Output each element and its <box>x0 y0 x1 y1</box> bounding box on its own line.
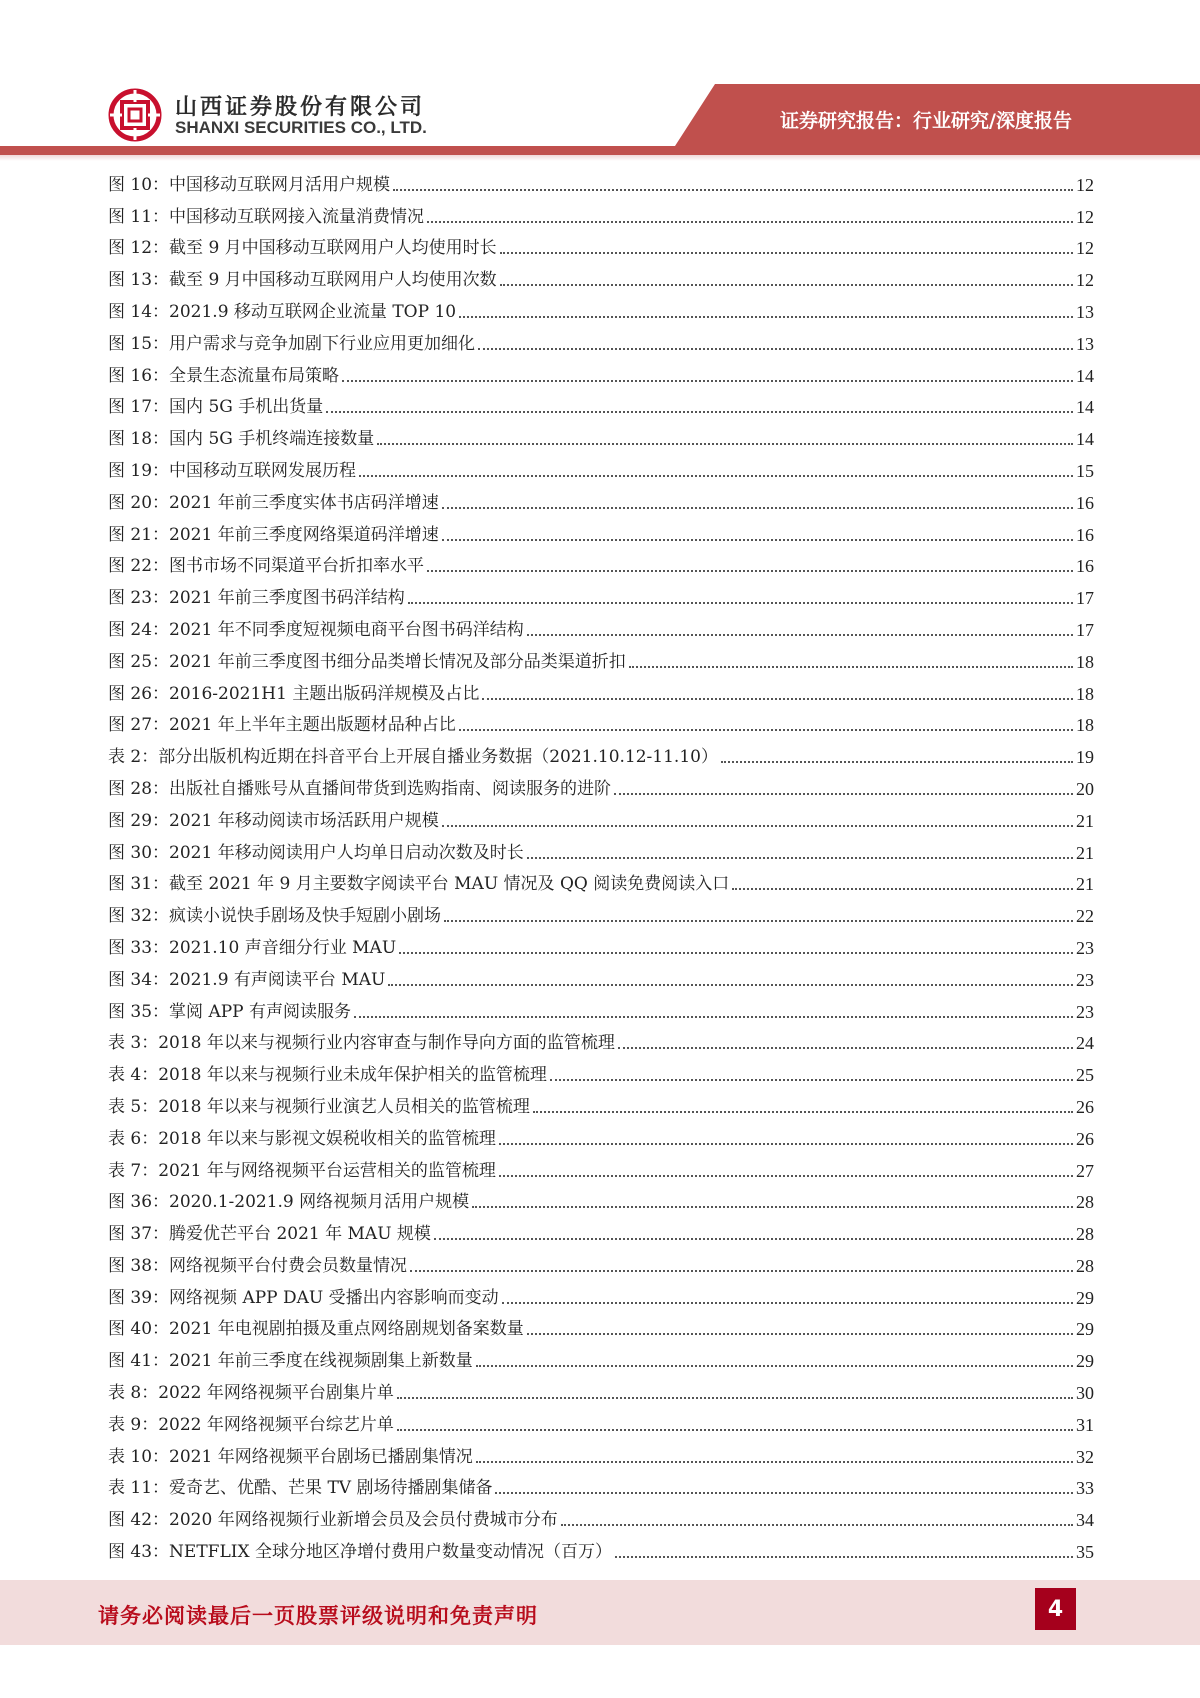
toc-entry[interactable] <box>108 1150 1094 1182</box>
dot-leader <box>476 1364 1073 1367</box>
toc-entry-page: 29 <box>1076 1287 1094 1308</box>
toc-entry-title: 图 15：用户需求与竞争加剧下行业应用更加细化 <box>108 333 476 354</box>
disclaimer-notice: 请务必阅读最后一页股票评级说明和免责声明 <box>98 1603 538 1628</box>
report-type-label: 证券研究报告：行业研究/深度报告 <box>780 110 1072 132</box>
toc-entry[interactable] <box>108 1086 1094 1118</box>
toc-entry[interactable] <box>108 895 1094 927</box>
toc-entry[interactable] <box>108 514 1094 546</box>
toc-entry-title: 图 22：图书市场不同渠道平台折扣率水平 <box>108 556 425 577</box>
dot-leader <box>527 1332 1073 1335</box>
dot-leader <box>478 347 1073 350</box>
dot-leader <box>495 1491 1073 1494</box>
dot-leader <box>393 188 1073 191</box>
toc-entry-title: 图 34：2021.9 有声阅读平台 MAU <box>108 969 386 990</box>
toc-entry[interactable] <box>108 546 1094 578</box>
toc-entry-title: 表 6：2018 年以来与影视文娱税收相关的监管梳理 <box>108 1128 496 1149</box>
dot-leader <box>472 1205 1073 1208</box>
toc-entry[interactable] <box>108 991 1094 1023</box>
toc-entry-title: 表 2：部分出版机构近期在抖音平台上开展自播业务数据（2021.10.12-11.10） <box>108 747 718 768</box>
toc-entry-title: 图 24：2021 年不同季度短视频电商平台图书码洋结构 <box>108 619 524 640</box>
dot-leader <box>410 1269 1073 1272</box>
toc-entry-page: 14 <box>1076 397 1094 418</box>
toc-entry-title: 图 39：网络视频 APP DAU 受播出内容影响而变动 <box>108 1287 499 1308</box>
dot-leader <box>476 1460 1073 1463</box>
company-name-en: SHANXI SECURITIES CO., LTD. <box>175 118 427 137</box>
toc-entry[interactable] <box>108 482 1094 514</box>
dot-leader <box>614 792 1073 795</box>
toc-entry[interactable] <box>108 1468 1094 1500</box>
toc-entry-title: 图 36：2020.1-2021.9 网络视频月活用户规模 <box>108 1192 470 1213</box>
toc-entry-page: 31 <box>1076 1414 1094 1435</box>
page-header <box>0 0 1200 165</box>
toc-entry-page: 12 <box>1076 206 1094 227</box>
toc-entry-page: 21 <box>1076 810 1094 831</box>
toc-entry-page: 17 <box>1076 619 1094 640</box>
toc-entry-page: 34 <box>1076 1510 1094 1531</box>
header-rule-shadow <box>0 155 1200 161</box>
toc-entry[interactable] <box>108 959 1094 991</box>
dot-leader <box>442 824 1073 827</box>
toc-entry-title: 表 4：2018 年以来与视频行业未成年保护相关的监管梳理 <box>108 1065 547 1086</box>
toc-entry-page: 14 <box>1076 429 1094 450</box>
toc-entry[interactable] <box>108 609 1094 641</box>
dot-leader <box>354 1015 1073 1018</box>
toc-entry-title: 表 10：2021 年网络视频平台剧场已播剧集情况 <box>108 1446 473 1467</box>
dot-leader <box>629 665 1073 668</box>
dot-leader <box>721 760 1073 763</box>
toc-entry[interactable] <box>108 577 1094 609</box>
toc-entry-page: 16 <box>1076 556 1094 577</box>
toc-entry[interactable] <box>108 1499 1094 1531</box>
toc-entry[interactable] <box>108 832 1094 864</box>
dot-leader <box>500 251 1073 254</box>
dot-leader <box>427 220 1073 223</box>
toc-entry[interactable] <box>108 228 1094 260</box>
dot-leader <box>618 1046 1073 1049</box>
dot-leader <box>359 474 1073 477</box>
toc-entry-page: 23 <box>1076 937 1094 958</box>
toc-entry[interactable] <box>108 1340 1094 1372</box>
toc-entry-title: 图 10：中国移动互联网月活用户规模 <box>108 174 391 195</box>
dot-leader <box>399 951 1073 954</box>
toc-entry[interactable] <box>108 259 1094 291</box>
toc-entry-page: 26 <box>1076 1128 1094 1149</box>
dot-leader <box>408 601 1073 604</box>
dot-leader <box>459 728 1073 731</box>
toc-entry-title: 图 37：腾爱优芒平台 2021 年 MAU 规模 <box>108 1224 431 1245</box>
toc-entry-title: 图 33：2021.10 声音细分行业 MAU <box>108 937 397 958</box>
toc-entry-page: 18 <box>1076 651 1094 672</box>
toc-entry-page: 27 <box>1076 1160 1094 1181</box>
toc-entry-page: 15 <box>1076 460 1094 481</box>
dot-leader <box>442 506 1073 509</box>
dot-leader <box>388 983 1073 986</box>
toc-entry[interactable] <box>108 705 1094 737</box>
toc-entry[interactable] <box>108 196 1094 228</box>
toc-entry-title: 图 19：中国移动互联网发展历程 <box>108 460 357 481</box>
toc-entry-page: 13 <box>1076 333 1094 354</box>
toc-entry-page: 19 <box>1076 747 1094 768</box>
toc-entry-title: 图 27：2021 年上半年主题出版题材品种占比 <box>108 715 456 736</box>
toc-entry-title: 表 9：2022 年网络视频平台综艺片单 <box>108 1414 394 1435</box>
toc-entry-title: 图 43：NETFLIX 全球分地区净增付费用户数量变动情况（百万） <box>108 1542 612 1563</box>
toc-entry-title: 图 14：2021.9 移动互联网企业流量 TOP 10 <box>108 301 457 322</box>
toc-entry-page: 30 <box>1076 1383 1094 1404</box>
toc-entry[interactable] <box>108 1245 1094 1277</box>
dot-leader <box>502 1301 1073 1304</box>
toc-entry-title: 图 42：2020 年网络视频行业新增会员及会员付费城市分布 <box>108 1510 558 1531</box>
toc-entry-page: 32 <box>1076 1446 1094 1467</box>
toc-entry-title: 图 12：截至 9 月中国移动互联网用户人均使用时长 <box>108 238 497 259</box>
toc-entry-title: 表 7：2021 年与网络视频平台运营相关的监管梳理 <box>108 1160 496 1181</box>
company-name-cn: 山西证券股份有限公司 <box>175 95 426 120</box>
toc-entry-page: 20 <box>1076 778 1094 799</box>
toc-entry-title: 图 31：截至 2021 年 9 月主要数字阅读平台 MAU 情况及 QQ 阅读免费阅读入口 <box>108 874 730 895</box>
toc-entry[interactable] <box>108 736 1094 768</box>
toc-entry-page: 12 <box>1076 238 1094 259</box>
dot-leader <box>499 1174 1073 1177</box>
toc-entry-page: 13 <box>1076 301 1094 322</box>
toc-entry[interactable] <box>108 673 1094 705</box>
toc-entry[interactable] <box>108 450 1094 482</box>
dot-leader <box>561 1523 1073 1526</box>
toc-entry-title: 图 21：2021 年前三季度网络渠道码洋增速 <box>108 524 439 545</box>
toc-entry-title: 图 28：出版社自播账号从直播间带货到选购指南、阅读服务的进阶 <box>108 778 612 799</box>
toc-entry-page: 29 <box>1076 1351 1094 1372</box>
toc-entry[interactable] <box>108 1309 1094 1341</box>
toc-entry[interactable] <box>108 1436 1094 1468</box>
toc-entry-page: 24 <box>1076 1033 1094 1054</box>
toc-entry[interactable] <box>108 387 1094 419</box>
toc-entry[interactable] <box>108 641 1094 673</box>
dot-leader <box>533 1110 1073 1113</box>
toc-entry-title: 图 23：2021 年前三季度图书码洋结构 <box>108 588 405 609</box>
toc-entry-title: 图 38：网络视频平台付费会员数量情况 <box>108 1255 408 1276</box>
toc-entry-title: 图 18：国内 5G 手机终端连接数量 <box>108 429 375 450</box>
dot-leader <box>732 887 1073 890</box>
dot-leader <box>527 856 1073 859</box>
toc-entry-title: 图 35：掌阅 APP 有声阅读服务 <box>108 1001 351 1022</box>
dot-leader <box>442 538 1073 541</box>
toc-entry-title: 图 32：疯读小说快手剧场及快手短剧小剧场 <box>108 906 442 927</box>
toc-entry-title: 图 30：2021 年移动阅读用户人均单日启动次数及时长 <box>108 842 524 863</box>
toc-entry-title: 表 3：2018 年以来与视频行业内容审查与制作导向方面的监管梳理 <box>108 1033 615 1054</box>
toc-entry-title: 图 16：全景生态流量布局策略 <box>108 365 340 386</box>
toc-entry[interactable] <box>108 1531 1094 1563</box>
toc-entry-title: 图 25：2021 年前三季度图书细分品类增长情况及部分品类渠道折扣 <box>108 651 626 672</box>
toc-entry-page: 22 <box>1076 906 1094 927</box>
toc-entry-page: 33 <box>1076 1478 1094 1499</box>
dot-leader <box>377 442 1073 445</box>
toc-entry-title: 图 40：2021 年电视剧拍摄及重点网络剧规划备案数量 <box>108 1319 524 1340</box>
toc-entry-page: 21 <box>1076 874 1094 895</box>
dot-leader <box>434 1237 1073 1240</box>
toc-entry[interactable] <box>108 1213 1094 1245</box>
toc-entry[interactable] <box>108 864 1094 896</box>
dot-leader <box>500 283 1073 286</box>
dot-leader <box>342 379 1073 382</box>
toc-entry-page: 12 <box>1076 270 1094 291</box>
toc-entry[interactable] <box>108 1404 1094 1436</box>
toc-entry[interactable] <box>108 1277 1094 1309</box>
toc-entry[interactable] <box>108 355 1094 387</box>
dot-leader <box>397 1396 1073 1399</box>
header-rule <box>0 146 1200 155</box>
toc-entry-page: 21 <box>1076 842 1094 863</box>
dot-leader <box>397 1428 1073 1431</box>
toc-entry[interactable] <box>108 800 1094 832</box>
toc-entry[interactable] <box>108 768 1094 800</box>
dot-leader <box>499 1142 1073 1145</box>
toc-entry-title: 表 5：2018 年以来与视频行业演艺人员相关的监管梳理 <box>108 1096 530 1117</box>
toc-entry[interactable] <box>108 323 1094 355</box>
toc-entry-page: 28 <box>1076 1255 1094 1276</box>
toc-entry-page: 29 <box>1076 1319 1094 1340</box>
toc-entry-title: 图 41：2021 年前三季度在线视频剧集上新数量 <box>108 1351 473 1372</box>
toc-entry[interactable] <box>108 1054 1094 1086</box>
toc-entry[interactable] <box>108 164 1094 196</box>
toc-entry[interactable] <box>108 1023 1094 1055</box>
page-number-badge: 4 <box>1035 1588 1076 1630</box>
dot-leader <box>482 697 1073 700</box>
dot-leader <box>326 410 1073 413</box>
toc-entry-title: 图 17：国内 5G 手机出货量 <box>108 397 324 418</box>
dot-leader <box>427 569 1073 572</box>
toc-entry-page: 26 <box>1076 1096 1094 1117</box>
dot-leader <box>615 1555 1073 1558</box>
toc-entry[interactable] <box>108 418 1094 450</box>
table-of-figures <box>108 164 1094 1563</box>
toc-entry[interactable] <box>108 927 1094 959</box>
shanxi-securities-logo-icon <box>108 88 162 142</box>
toc-entry-page: 14 <box>1076 365 1094 386</box>
toc-entry-title: 图 20：2021 年前三季度实体书店码洋增速 <box>108 492 439 513</box>
toc-entry-title: 图 29：2021 年移动阅读市场活跃用户规模 <box>108 810 439 831</box>
dot-leader <box>459 315 1073 318</box>
toc-entry-title: 图 26：2016-2021H1 主题出版码洋规模及占比 <box>108 683 480 704</box>
toc-entry-page: 23 <box>1076 969 1094 990</box>
toc-entry-page: 16 <box>1076 492 1094 513</box>
toc-entry-page: 18 <box>1076 715 1094 736</box>
toc-entry-page: 12 <box>1076 174 1094 195</box>
dot-leader <box>444 919 1073 922</box>
dot-leader <box>527 633 1073 636</box>
toc-entry-page: 23 <box>1076 1001 1094 1022</box>
toc-entry-page: 18 <box>1076 683 1094 704</box>
dot-leader <box>550 1078 1073 1081</box>
toc-entry[interactable] <box>108 1372 1094 1404</box>
toc-entry-page: 17 <box>1076 588 1094 609</box>
toc-entry-page: 16 <box>1076 524 1094 545</box>
toc-entry-page: 28 <box>1076 1192 1094 1213</box>
toc-entry-page: 28 <box>1076 1224 1094 1245</box>
toc-entry[interactable] <box>108 1118 1094 1150</box>
toc-entry[interactable] <box>108 291 1094 323</box>
toc-entry[interactable] <box>108 1182 1094 1214</box>
toc-entry-page: 25 <box>1076 1065 1094 1086</box>
toc-entry-title: 表 11：爱奇艺、优酷、芒果 TV 剧场待播剧集储备 <box>108 1478 493 1499</box>
toc-entry-title: 图 13：截至 9 月中国移动互联网用户人均使用次数 <box>108 270 497 291</box>
toc-entry-page: 35 <box>1076 1542 1094 1563</box>
page-footer <box>0 1580 1200 1645</box>
toc-entry-title: 图 11：中国移动互联网接入流量消费情况 <box>108 206 425 227</box>
toc-entry-title: 表 8：2022 年网络视频平台剧集片单 <box>108 1383 394 1404</box>
